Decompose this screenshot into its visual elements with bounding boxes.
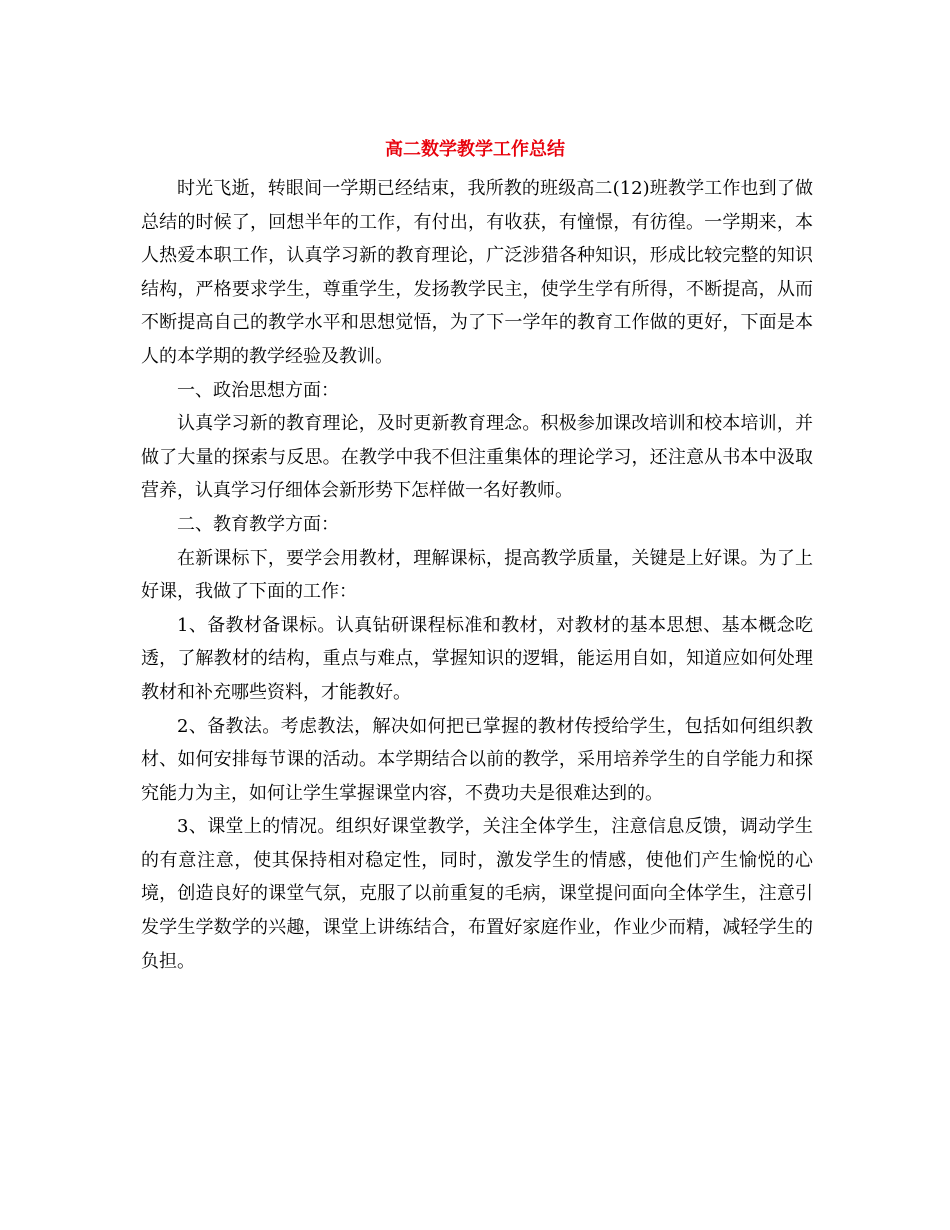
item-3-paragraph: 3、课堂上的情况。组织好课堂教学，关注全体学生，注意信息反馈，调动学生的有意注意，使其保持相对稳定性，同时，激发学生的情感，使他们产生愉悦的心境，创造良好的课堂气氛，克服了以前重复的毛病，课堂提问面向全体学生，注意引发学生学数学的兴趣，课堂上讲练结合，布置好家庭作业，作业少而精，减轻学生的负担。 <box>141 816 813 972</box>
document-title: 高二数学教学工作总结 <box>385 139 565 160</box>
section-heading-teaching: 二、教育教学方面： <box>177 513 339 535</box>
political-paragraph: 认真学习新的教育理论，及时更新教育理念。积极参加课改培训和校本培训，并做了大量的探索与反思。在教学中我不但注重集体的理论学习，还注意从书本中汲取营养，认真学习仔细体会新形势下怎样做一名好教师。 <box>141 413 813 502</box>
item-2-paragraph: 2、备教法。考虑教法，解决如何把已掌握的教材传授给学生，包括如何组织教材、如何安排每节课的活动。本学期结合以前的教学，采用培养学生的自学能力和探究能力为主，如何让学生掌握课堂内容，不费功夫是很难达到的。 <box>141 715 813 804</box>
intro-paragraph: 时光飞逝，转眼间一学期已经结束，我所教的班级高二(12)班教学工作也到了做总结的时候了，回想半年的工作，有付出，有收获，有憧憬，有彷徨。一学期来，本人热爱本职工作，认真学习新的教育理论，广泛涉猎各种知识，形成比较完整的知识结构，严格要求学生，尊重学生，发扬教学民主，使学生学有所得，不断提高，从而不断提高自己的教学水平和思想觉悟，为了下一学年的教育工作做的更好，下面是本人的本学期的教学经验及教训。 <box>141 178 813 367</box>
teaching-intro-paragraph: 在新课标下，要学会用教材，理解课标，提高教学质量，关键是上好课。为了上好课，我做了下面的工作： <box>141 547 813 603</box>
section-heading-political: 一、政治思想方面： <box>177 379 339 401</box>
item-1-paragraph: 1、备教材备课标。认真钻研课程标准和教材，对教材的基本思想、基本概念吃透，了解教材的结构，重点与难点，掌握知识的逻辑，能运用自如，知道应如何处理教材和补充哪些资料，才能教好。 <box>141 614 813 703</box>
document-body <box>141 172 813 978</box>
